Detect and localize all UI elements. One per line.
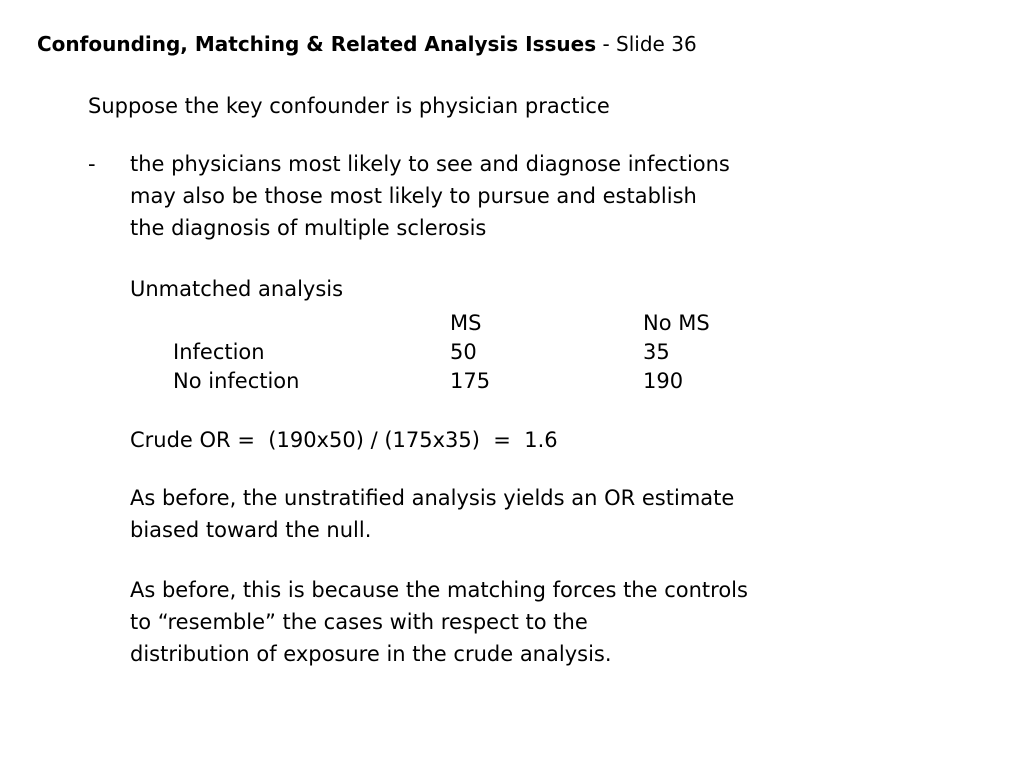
paragraph-line: As before, this is because the matching forces the controls — [130, 578, 748, 602]
slide-number: Slide 36 — [616, 32, 697, 56]
paragraph-line: biased toward the null. — [130, 518, 372, 542]
paragraph-matching — [130, 574, 748, 670]
crude-or-formula: Crude OR = (190x50) / (175x35) = 1.6 — [130, 428, 558, 452]
slide-title: Confounding, Matching & Related Analysis Issues — [37, 32, 597, 56]
bullet-marker: - — [88, 152, 96, 176]
paragraph-line: As before, the unstratified analysis yields an OR estimate — [130, 486, 735, 510]
table-cell: 50 — [450, 340, 477, 364]
table-header-row — [173, 309, 733, 338]
table-row — [173, 367, 733, 396]
table-header-cell: No MS — [643, 311, 710, 335]
table-row — [173, 338, 733, 367]
table-row-label: No infection — [173, 369, 300, 393]
paragraph-line: to “resemble” the cases with respect to the — [130, 610, 588, 634]
paragraph-line: distribution of exposure in the crude analysis. — [130, 642, 612, 666]
bullet-text — [130, 148, 730, 244]
paragraph-unstratified — [130, 482, 734, 546]
contingency-table — [173, 309, 733, 396]
title-separator: - — [596, 32, 617, 56]
table-cell: 175 — [450, 369, 491, 393]
slide-header — [37, 30, 697, 58]
intro-text: Suppose the key confounder is physician practice — [88, 94, 610, 118]
table-header-cell: MS — [450, 311, 482, 335]
table-cell: 190 — [643, 369, 684, 393]
table-cell: 35 — [643, 340, 670, 364]
unmatched-analysis-heading: Unmatched analysis — [130, 277, 344, 301]
table-row-label: Infection — [173, 340, 265, 364]
bullet-line: may also be those most likely to pursue and establish — [130, 184, 697, 208]
bullet-line: the physicians most likely to see and diagnose infections — [130, 152, 730, 176]
bullet-line: the diagnosis of multiple sclerosis — [130, 216, 487, 240]
